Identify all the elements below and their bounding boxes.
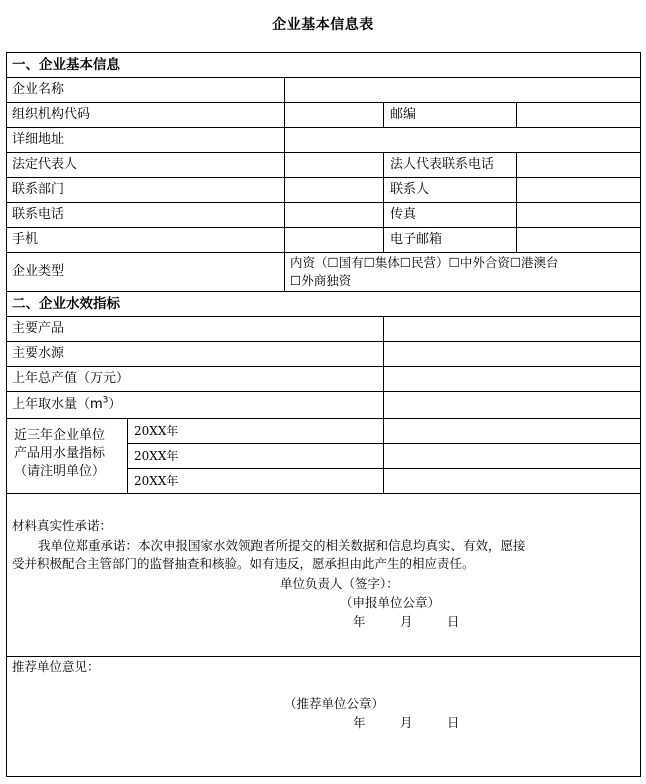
year-label: 20XX年	[134, 424, 179, 438]
label-email: 电子邮箱	[390, 232, 443, 247]
row-divider	[6, 493, 641, 494]
col-divider	[383, 316, 384, 418]
label-main-product: 主要产品	[12, 321, 65, 336]
row-divider	[6, 316, 641, 317]
label-indicator-line: 近三年企业单位	[14, 428, 106, 443]
label-address: 详细地址	[12, 132, 65, 147]
recommendation-date-month: 月	[400, 715, 413, 730]
col-divider	[383, 152, 384, 252]
commitment-signer: 单位负责人（签字）：	[280, 576, 399, 591]
row-divider	[6, 418, 641, 419]
row-divider	[6, 152, 641, 153]
year-label: 20XX年	[134, 474, 179, 488]
row-divider	[6, 252, 641, 253]
row-divider	[6, 366, 641, 367]
enterprise-type-options[interactable]: 内资（☐国有☐集体☐民营）☐中外合资☐港澳台	[290, 255, 559, 270]
row-divider	[6, 227, 641, 228]
form-table	[6, 52, 641, 777]
recommendation-heading: 推荐单位意见：	[12, 659, 100, 674]
label-legal-rep: 法定代表人	[12, 157, 78, 172]
label-last-year-output: 上年总产值（万元）	[12, 371, 130, 386]
commitment-date-year: 年	[353, 614, 366, 629]
row-divider	[6, 127, 641, 128]
commitment-heading: 材料真实性承诺：	[12, 518, 113, 533]
label-last-year-water-intake	[12, 397, 121, 413]
row-divider	[6, 656, 641, 657]
commitment-seal: （申报单位公章）	[340, 595, 441, 610]
recommendation-seal: （推荐单位公章）	[284, 696, 385, 711]
form-title: 企业基本信息表	[272, 17, 374, 33]
enterprise-type-options[interactable]: ☐外商独资	[290, 273, 352, 288]
col-divider	[127, 418, 128, 493]
label-mobile: 手机	[12, 232, 39, 247]
label-phone: 联系电话	[12, 207, 65, 222]
water-intake-text: 上年取水量（m	[12, 397, 103, 412]
label-main-water-source: 主要水源	[12, 346, 65, 361]
commitment-date-day: 日	[447, 614, 460, 629]
col-divider	[383, 102, 384, 127]
col-divider	[516, 152, 517, 252]
label-legal-rep-phone: 法人代表联系电话	[390, 157, 495, 172]
row-divider	[6, 102, 641, 103]
label-org-code: 组织机构代码	[12, 107, 91, 122]
col-divider	[383, 418, 384, 493]
label-indicator-line: （请注明单位）	[14, 464, 106, 479]
commitment-body: 我单位郑重承诺：本次申报国家水效领跑者所提交的相关数据和信息均真实、有效，愿接	[38, 538, 526, 553]
row-divider	[6, 291, 641, 292]
row-divider	[127, 468, 641, 469]
label-fax: 传真	[390, 207, 417, 222]
commitment-body: 受并积极配合主管部门的监督抽查和核验。如有违反，愿承担由此产生的相应责任。	[12, 556, 475, 571]
year-label: 20XX年	[134, 449, 179, 463]
recommendation-date-year: 年	[353, 715, 366, 730]
water-intake-close: ）	[108, 397, 122, 412]
row-divider	[127, 443, 641, 444]
row-divider	[6, 391, 641, 392]
section-heading-basic-info: 一、企业基本信息	[12, 57, 120, 73]
col-divider	[516, 102, 517, 127]
unit-exponent: 3	[102, 395, 109, 406]
recommendation-date-day: 日	[447, 715, 460, 730]
row-divider	[6, 177, 641, 178]
label-department: 联系部门	[12, 182, 65, 197]
row-divider	[6, 341, 641, 342]
label-enterprise-type: 企业类型	[12, 264, 65, 279]
label-indicator-line: 产品用水量指标	[14, 446, 106, 461]
row-divider	[6, 77, 641, 78]
col-divider	[284, 77, 285, 291]
section-heading-water-efficiency: 二、企业水效指标	[12, 296, 120, 312]
commitment-date-month: 月	[400, 614, 413, 629]
label-contact-person: 联系人	[390, 182, 430, 197]
label-postcode: 邮编	[390, 107, 417, 122]
row-divider	[6, 202, 641, 203]
label-enterprise-name: 企业名称	[12, 82, 65, 97]
